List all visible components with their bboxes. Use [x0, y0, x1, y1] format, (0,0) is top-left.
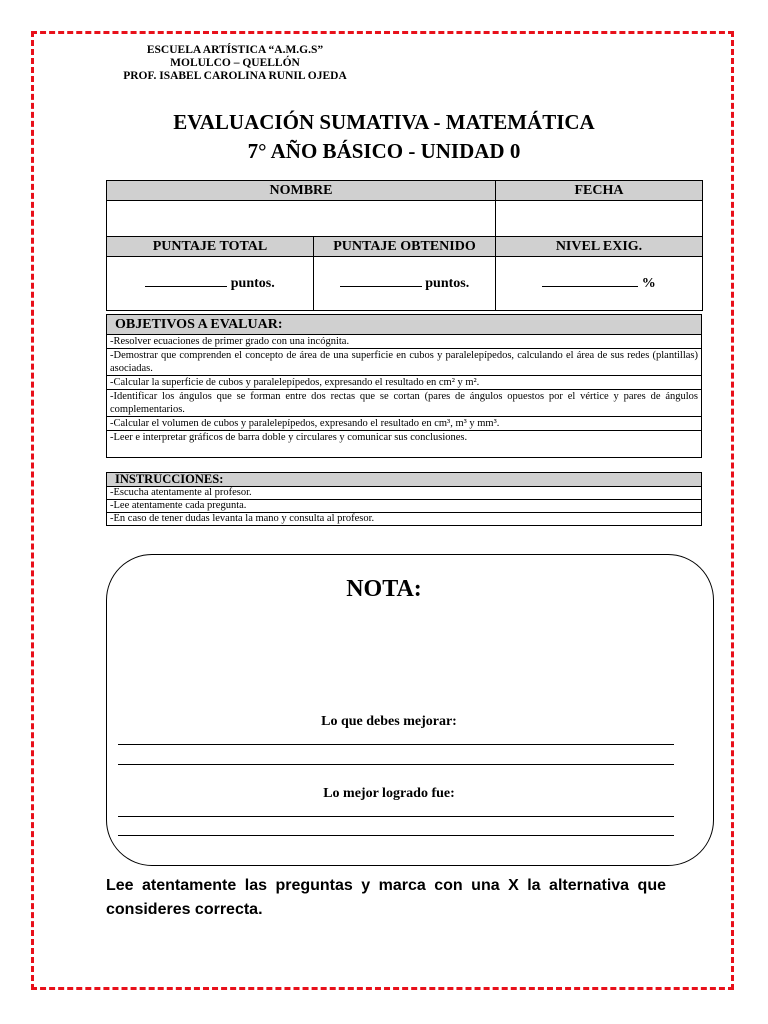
objetivo-item: -Identificar los ángulos que se forman entre dos rectas que se cortan (pares de ángulos opuestos por el vértice y pares de ángulos complementarios.	[107, 390, 701, 417]
school-name: ESCUELA ARTÍSTICA “A.M.G.S”	[146, 44, 324, 56]
objetivos-section	[106, 314, 702, 458]
puntos-label: puntos.	[425, 275, 470, 291]
puntaje-total-field[interactable]	[107, 257, 314, 311]
nivel-exig-header: NIVEL EXIG.	[496, 237, 703, 257]
objetivo-item: -Demostrar que comprenden el concepto de área de una superficie en cubos y paralelepípedos, calculando el área de sus redes (plantillas) asociadas.	[107, 349, 701, 376]
exam-title: EVALUACIÓN SUMATIVA - MATEMÁTICA	[173, 110, 595, 134]
logrado-line[interactable]	[118, 835, 674, 836]
mejorar-line[interactable]	[118, 764, 674, 765]
nombre-header: NOMBRE	[107, 181, 496, 201]
logrado-line[interactable]	[118, 816, 674, 817]
objetivo-item: -Calcular la superficie de cubos y paralelepípedos, expresando el resultado en cm² y m².	[107, 376, 701, 390]
puntaje-obtenido-header: PUNTAJE OBTENIDO	[314, 237, 496, 257]
puntos-label: puntos.	[230, 275, 275, 291]
school-header	[105, 44, 365, 83]
objetivos-heading: OBJETIVOS A EVALUAR:	[107, 315, 701, 335]
percent-label: %	[641, 275, 656, 291]
fecha-field[interactable]	[496, 201, 703, 237]
logrado-label: Lo mejor logrado fue:	[323, 786, 455, 801]
exam-subtitle: 7° AÑO BÁSICO - UNIDAD 0	[247, 139, 521, 163]
teacher-name: PROF. ISABEL CAROLINA RUNIL OJEDA	[123, 70, 347, 82]
mejorar-line[interactable]	[118, 744, 674, 745]
school-location: MOLULCO – QUELLÓN	[170, 57, 300, 69]
instrucciones-heading: INSTRUCCIONES:	[107, 473, 701, 487]
questions-instruction: Lee atentamente las preguntas y marca con una X la alternativa que consideres correcta.	[106, 877, 666, 918]
instruccion-item: -En caso de tener dudas levanta la mano y consulta al profesor.	[110, 513, 375, 524]
mejorar-label: Lo que debes mejorar:	[321, 714, 457, 729]
objetivo-item: -Resolver ecuaciones de primer grado con una incógnita.	[107, 335, 701, 349]
fecha-header: FECHA	[496, 181, 703, 201]
puntaje-total-header: PUNTAJE TOTAL	[107, 237, 314, 257]
student-info-table	[106, 180, 703, 311]
nota-title: NOTA:	[346, 576, 422, 602]
instruccion-item: -Escucha atentamente al profesor.	[107, 487, 701, 500]
nivel-exig-field[interactable]	[496, 257, 703, 311]
instruccion-item: -Lee atentamente cada pregunta.	[107, 500, 701, 513]
puntaje-obtenido-field[interactable]	[314, 257, 496, 311]
instrucciones-section	[106, 472, 702, 526]
objetivo-item: -Calcular el volumen de cubos y paralelepípedos, expresando el resultado en cm³, m³ y mm³.	[107, 417, 701, 431]
objetivo-item: -Leer e interpretar gráficos de barra doble y circulares y comunicar sus conclusiones.	[110, 432, 468, 443]
nombre-field[interactable]	[107, 201, 496, 237]
